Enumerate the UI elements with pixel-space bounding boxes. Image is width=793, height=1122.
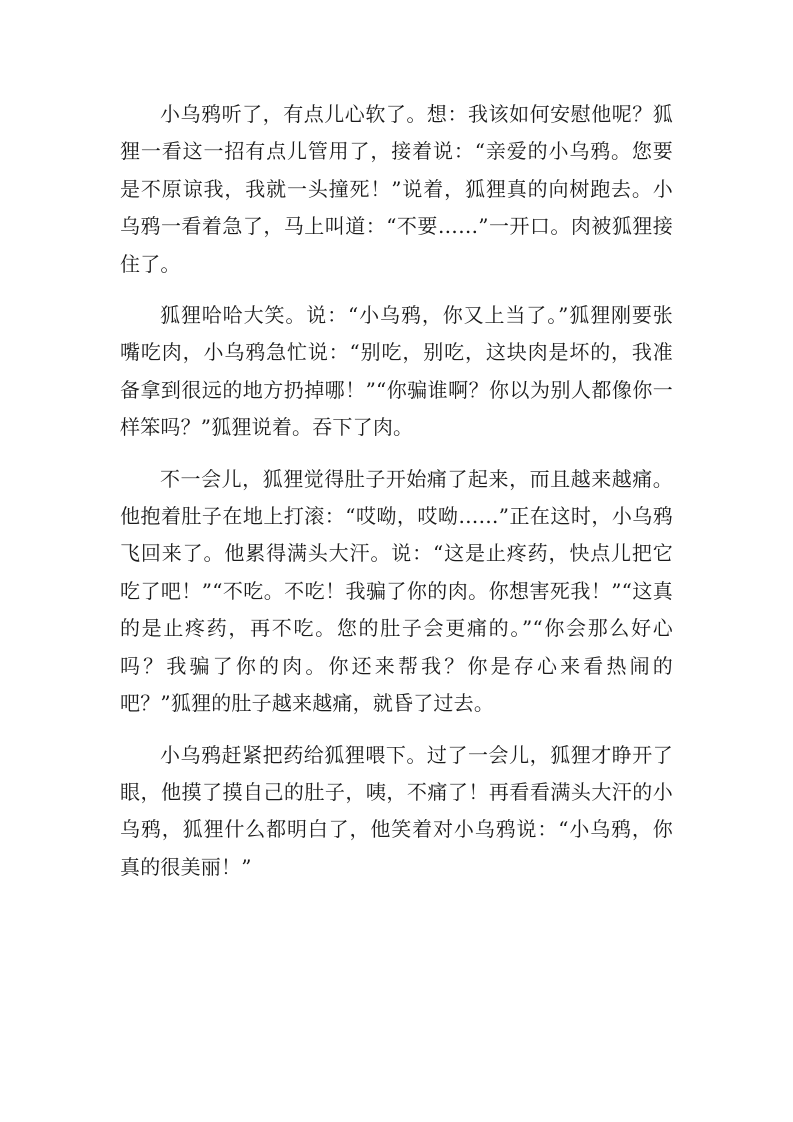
paragraph-4: 小乌鸦赶紧把药给狐狸喂下。过了一会儿，狐狸才睁开了眼，他摸了摸自己的肚子，咦，不痛了！再看看满头大汗的小乌鸦，狐狸什么都明白了，他笑着对小乌鸦说：“小乌鸦，你真的很美丽！” [120,742,673,879]
paragraph-1: 小乌鸦听了，有点儿心软了。想：我该如何安慰他呢？狐狸一看这一招有点儿管用了，接着说：“亲爱的小乌鸦。您要是不原谅我，我就一头撞死！”说着，狐狸真的向树跑去。小乌鸦一看着急了，马上叫道：“不要……”一开口。肉被狐狸接住了。 [120,102,673,276]
paragraph-2: 狐狸哈哈大笑。说：“小乌鸦，你又上当了。”狐狸刚要张嘴吃肉，小乌鸦急忙说：“别吃，别吃，这块肉是坏的，我准备拿到很远的地方扔掉哪！”“你骗谁啊？你以为别人都像你一样笨吗？”狐狸说着。吞下了肉。 [120,303,673,440]
paragraph-3: 不一会儿，狐狸觉得肚子开始痛了起来，而且越来越痛。他抱着肚子在地上打滚：“哎呦，哎呦……”正在这时，小乌鸦飞回来了。他累得满头大汗。说：“这是止疼药，快点儿把它吃了吧！”“不吃。不吃！我骗了你的肉。你想害死我！”“这真的是止疼药，再不吃。您的肚子会更痛的。”“你会那么好心吗？我骗了你的肉。你还来帮我？你是存心来看热闹的吧？”狐狸的肚子越来越痛，就昏了过去。 [120,466,673,716]
